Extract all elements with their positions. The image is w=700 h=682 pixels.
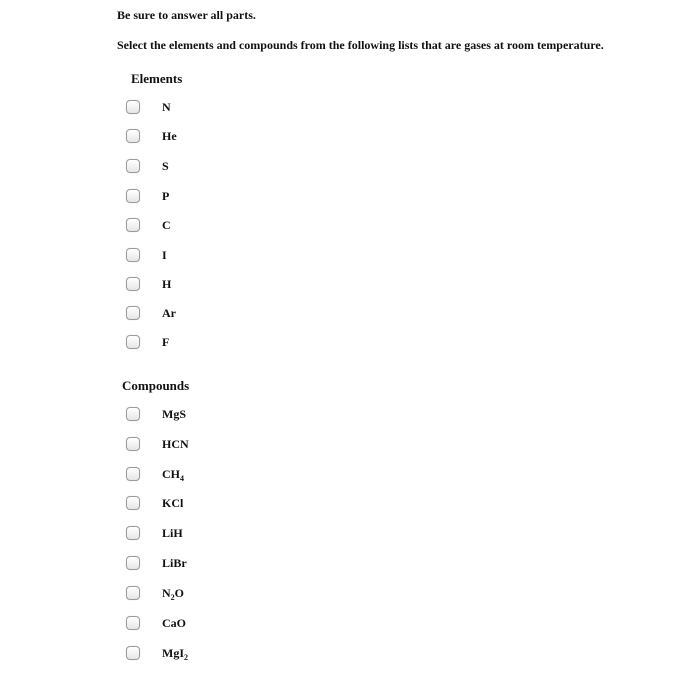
element-option-c[interactable] — [126, 215, 171, 235]
instruction-heading: Be sure to answer all parts. — [117, 8, 256, 22]
option-label: KCl — [162, 495, 184, 510]
element-option-s[interactable] — [126, 156, 169, 176]
checkbox[interactable] — [126, 616, 140, 630]
element-option-f[interactable] — [126, 332, 169, 352]
option-label: S — [162, 158, 169, 173]
element-option-he[interactable] — [126, 126, 177, 146]
option-label: He — [162, 128, 177, 143]
compounds-section-title: Compounds — [122, 378, 190, 393]
option-label: MgS — [162, 406, 186, 421]
compound-option-libr[interactable] — [126, 553, 187, 573]
option-label: I — [162, 247, 167, 262]
checkbox[interactable] — [126, 159, 140, 173]
checkbox[interactable] — [126, 189, 140, 203]
checkbox[interactable] — [126, 248, 140, 262]
checkbox[interactable] — [126, 335, 140, 349]
checkbox[interactable] — [126, 586, 140, 600]
option-label: HCN — [162, 436, 189, 451]
compound-option-mgs[interactable] — [126, 404, 186, 424]
option-label: N — [162, 99, 171, 114]
compound-option-kcl[interactable] — [126, 493, 183, 513]
element-option-p[interactable] — [126, 186, 169, 206]
option-label: $N_2O$ — [162, 585, 185, 602]
compound-option-n2o[interactable] — [126, 583, 184, 603]
option-label: H — [162, 276, 172, 291]
compound-option-cao[interactable] — [126, 613, 186, 633]
option-label: C — [162, 217, 171, 232]
option-label: Ar — [162, 305, 176, 320]
checkbox[interactable] — [126, 437, 140, 451]
option-label: F — [162, 334, 170, 349]
checkbox[interactable] — [126, 526, 140, 540]
element-option-i[interactable] — [126, 245, 167, 265]
checkbox[interactable] — [126, 277, 140, 291]
checkbox[interactable] — [126, 218, 140, 232]
checkbox[interactable] — [126, 306, 140, 320]
option-label: $CH_4$ — [162, 466, 184, 483]
checkbox[interactable] — [126, 556, 140, 570]
option-label: MgI$_2$ — [162, 645, 188, 662]
checkbox[interactable] — [126, 100, 140, 114]
compound-option-ch4[interactable] — [126, 464, 184, 484]
question-prompt: Select the elements and compounds from the following lists that are gases at room temperature. — [117, 38, 604, 52]
checkbox[interactable] — [126, 646, 140, 660]
element-option-ar[interactable] — [126, 303, 176, 323]
checkbox[interactable] — [126, 407, 140, 421]
option-label: P — [162, 188, 170, 203]
compound-option-lih[interactable] — [126, 523, 183, 543]
compound-option-mgi2[interactable] — [126, 643, 188, 663]
checkbox[interactable] — [126, 467, 140, 481]
option-label: CaO — [162, 615, 186, 630]
element-option-n[interactable] — [126, 97, 171, 117]
checkbox[interactable] — [126, 129, 140, 143]
option-label: LiBr — [162, 555, 187, 570]
option-label: LiH — [162, 525, 183, 540]
compound-option-hcn[interactable] — [126, 434, 189, 454]
element-option-h[interactable] — [126, 274, 171, 294]
elements-section-title: Elements — [131, 71, 183, 86]
checkbox[interactable] — [126, 496, 140, 510]
